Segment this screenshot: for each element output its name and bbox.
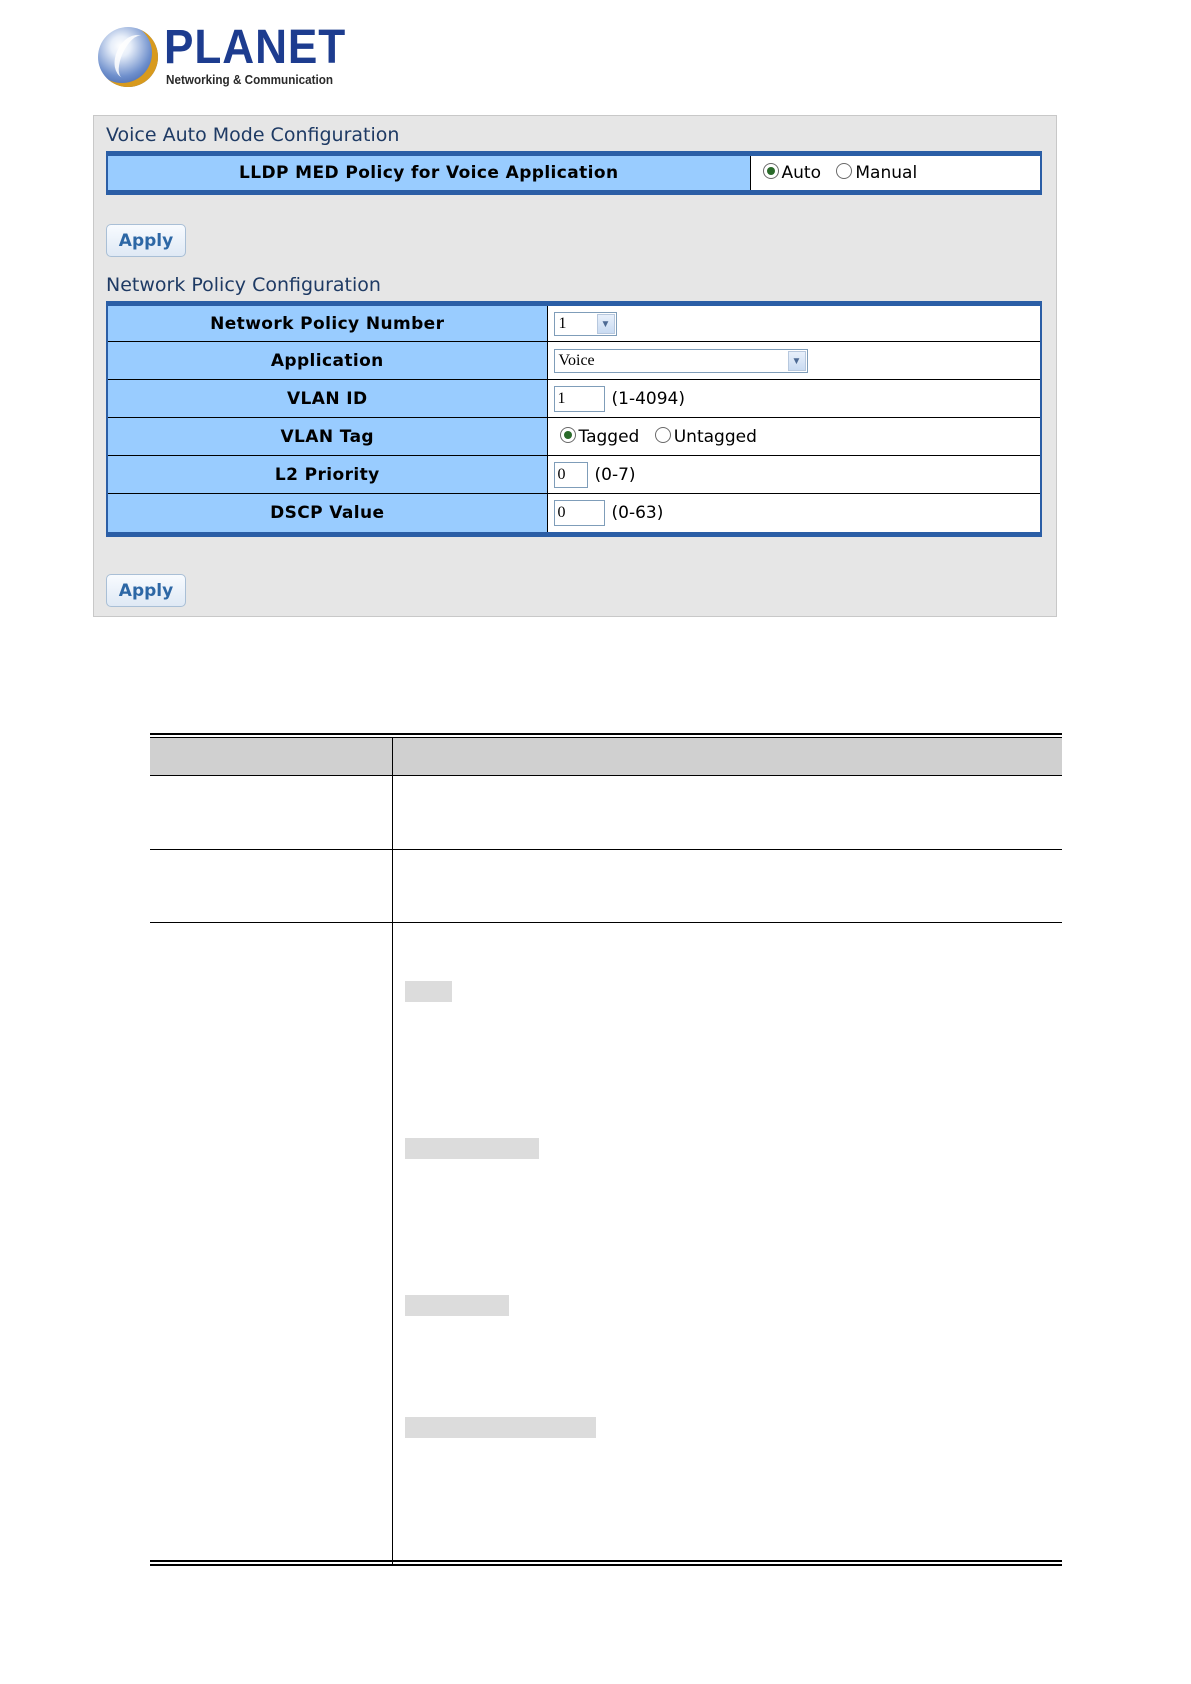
policy-number-cell: [547, 304, 1041, 342]
dscp-value-range: (0-63): [611, 503, 664, 523]
voice-auto-mode-table: [106, 151, 1042, 195]
highlighted-term: [405, 1295, 509, 1316]
table-header-row: [150, 738, 1062, 776]
vlan-id-input[interactable]: 1: [554, 386, 605, 412]
auto-radio-label: Auto: [781, 163, 821, 183]
untagged-radio-label: Untagged: [673, 426, 757, 447]
vlan-id-row: [107, 380, 1041, 418]
dscp-value-input[interactable]: 0: [554, 500, 605, 526]
apply-button-network-policy[interactable]: Apply: [106, 574, 186, 607]
vlan-tag-cell: [547, 418, 1041, 456]
application-select[interactable]: [554, 349, 808, 373]
table-column-divider: [392, 738, 393, 1565]
table-row-divider: [150, 849, 1062, 850]
vlan-tag-label: VLAN Tag: [107, 418, 547, 456]
voice-auto-mode-title: Voice Auto Mode Configuration: [106, 124, 400, 146]
description-table: [150, 733, 1062, 1567]
tagged-radio-label: Tagged: [578, 426, 640, 447]
application-row: [107, 342, 1041, 380]
policy-number-row: [107, 304, 1041, 342]
lldp-med-policy-label: LLDP MED Policy for Voice Application: [107, 154, 750, 193]
application-cell: [547, 342, 1041, 380]
dscp-value-row: [107, 494, 1041, 535]
vlan-id-label: VLAN ID: [107, 380, 547, 418]
logo-brand: PLANET: [164, 21, 347, 74]
manual-radio-label: Manual: [855, 163, 918, 183]
dscp-value-cell: [547, 494, 1041, 535]
chevron-down-icon[interactable]: ▼: [788, 351, 806, 371]
highlighted-term: [405, 1417, 596, 1438]
table-top-rule: [150, 733, 1062, 735]
lldp-med-policy-options: [750, 154, 1041, 193]
auto-radio[interactable]: [763, 163, 779, 179]
l2-priority-cell: [547, 456, 1041, 494]
vlan-id-cell: [547, 380, 1041, 418]
l2-priority-row: [107, 456, 1041, 494]
tagged-radio[interactable]: [560, 427, 576, 443]
logo-tagline: Networking & Communication: [166, 72, 334, 87]
network-policy-table: [106, 301, 1042, 537]
network-policy-title: Network Policy Configuration: [106, 274, 381, 296]
manual-radio[interactable]: [836, 163, 852, 179]
highlighted-term: [405, 1138, 539, 1159]
planet-logo: [96, 21, 356, 94]
table-row-divider: [150, 922, 1062, 923]
dscp-value-label: DSCP Value: [107, 494, 547, 535]
config-panel: [93, 115, 1057, 617]
l2-priority-input[interactable]: 0: [554, 462, 588, 488]
policy-number-select[interactable]: [554, 312, 617, 336]
table-bottom-rule-thick: [150, 1564, 1062, 1566]
policy-number-value: 1: [558, 314, 567, 332]
untagged-radio[interactable]: [655, 427, 671, 443]
application-label: Application: [107, 342, 547, 380]
table-bottom-rule: [150, 1560, 1062, 1562]
l2-priority-range: (0-7): [594, 464, 636, 485]
application-value: Voice: [558, 351, 595, 369]
vlan-id-range: (1-4094): [611, 388, 685, 409]
highlighted-term: [405, 981, 452, 1002]
l2-priority-label: L2 Priority: [107, 456, 547, 494]
policy-number-label: Network Policy Number: [107, 304, 547, 342]
chevron-down-icon[interactable]: ▼: [597, 314, 615, 334]
apply-button-voice-auto[interactable]: Apply: [106, 224, 186, 257]
vlan-tag-row: [107, 418, 1041, 456]
